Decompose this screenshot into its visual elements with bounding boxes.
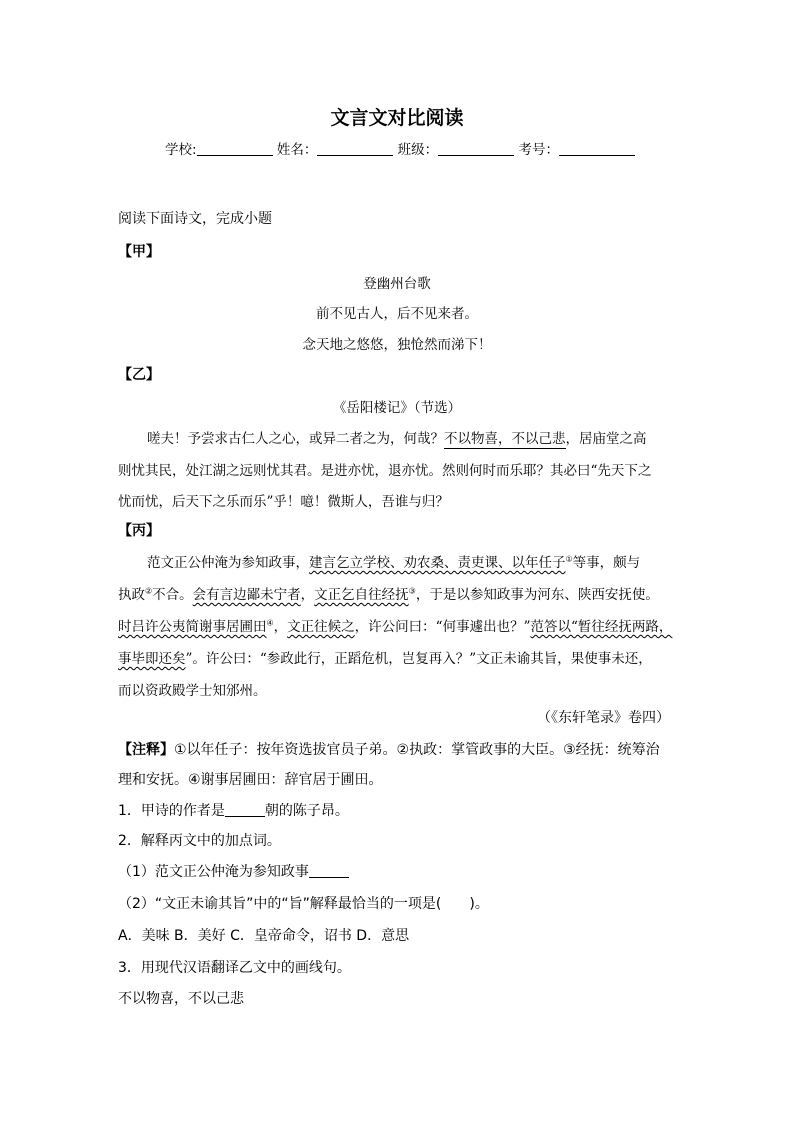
yi-paragraph-line-2: 则忧其民，处江湖之远则忧其君。是进亦忧，退亦忧。然则何时而乐耶？其必曰“先天下之 (118, 463, 652, 479)
bing-line-4: 事毕即还矣”。许公曰：“参政此行，正蹈危机，岂复再入？”文正未谕其旨，果使事未还， (118, 651, 652, 667)
school-label: 学校: (165, 142, 197, 158)
class-field[interactable] (438, 141, 514, 156)
bing-line-3: 时吕许公夷简谢事居圃田④，文正往候之，许公问曰：“何事遽出也？”范答以“暂往经抚两路， (118, 618, 673, 635)
underlined-sentence: 不以物喜，不以己悲 (444, 431, 566, 447)
question-2-options: A．美味 B．美好 C．皇帝命令，诏书 D．意思 (118, 928, 410, 944)
student-info-row (165, 138, 635, 158)
answer-blank-q1[interactable] (225, 802, 265, 817)
reading-instruction: 阅读下面诗文，完成小题 (118, 211, 272, 227)
bing-line-2: 执政②不合。会有言边鄙未宁者，文正乞自往经抚③，于是以参知政事为河东、陕西安抚使。 (118, 586, 659, 603)
poem-line-2: 念天地之悠悠，独怆然而涕下！ (302, 337, 492, 353)
exam-no-label: 考号： (518, 142, 559, 158)
notes-line-1: 【注释】①以年任子：按年资选拔官员子弟。②执政：掌管政事的大臣。③经抚：统筹治 (118, 742, 660, 758)
answer-blank-q2-1[interactable] (309, 863, 349, 878)
poem-title: 登幽州台歌 (363, 276, 431, 292)
notes-line-2: 理和安抚。④谢事居圃田：辞官居于圃田。 (118, 772, 383, 788)
question-3: 3．用现代汉语翻译乙文中的画线句。 (118, 960, 351, 976)
question-2: 2．解释丙文中的加点词。 (118, 833, 281, 849)
school-field[interactable] (197, 141, 273, 156)
section-tag-yi: 【乙】 (118, 367, 160, 383)
exam-no-field[interactable] (559, 141, 635, 156)
name-field[interactable] (317, 141, 393, 156)
name-label: 姓名： (276, 142, 318, 158)
question-3-sentence: 不以物喜，不以己悲 (118, 991, 244, 1007)
class-label: 班级： (397, 142, 439, 158)
poem-line-1: 前不见古人，后不见来者。 (316, 306, 478, 322)
bing-line-5: 而以资政殿学士知邠州。 (118, 683, 267, 699)
question-2-2: （2）“文正未谕其旨”中的“旨”解释最恰当的一项是( )。 (118, 896, 489, 912)
question-1: 1．甲诗的作者是 朝的陈子昂。 (118, 803, 349, 819)
yi-paragraph-line-1: 嗟夫！予尝求古仁人之心，或异二者之为，何哉？不以物喜，不以己悲，居庙堂之高 (147, 431, 647, 447)
yi-paragraph-line-3: 忧而忧，后天下之乐而乐”乎！噫！微斯人，吾谁与归？ (118, 494, 449, 510)
bing-line-1: 范文正公仲淹为参知政事，建言乞立学校、劝农桑、责吏课、以年任子①等事，颇与 (147, 554, 641, 571)
notes-label: 【注释】 (118, 742, 174, 758)
bing-source: （《东轩笔录》卷四） (537, 710, 670, 726)
yi-source: 《岳阳楼记》（节选） (332, 400, 462, 416)
question-2-1: （1）范文正公仲淹为参知政事 (118, 861, 349, 881)
page-title: 文言文对比阅读 (330, 107, 464, 129)
section-tag-bing: 【丙】 (118, 523, 160, 539)
section-tag-jia: 【甲】 (118, 244, 160, 260)
